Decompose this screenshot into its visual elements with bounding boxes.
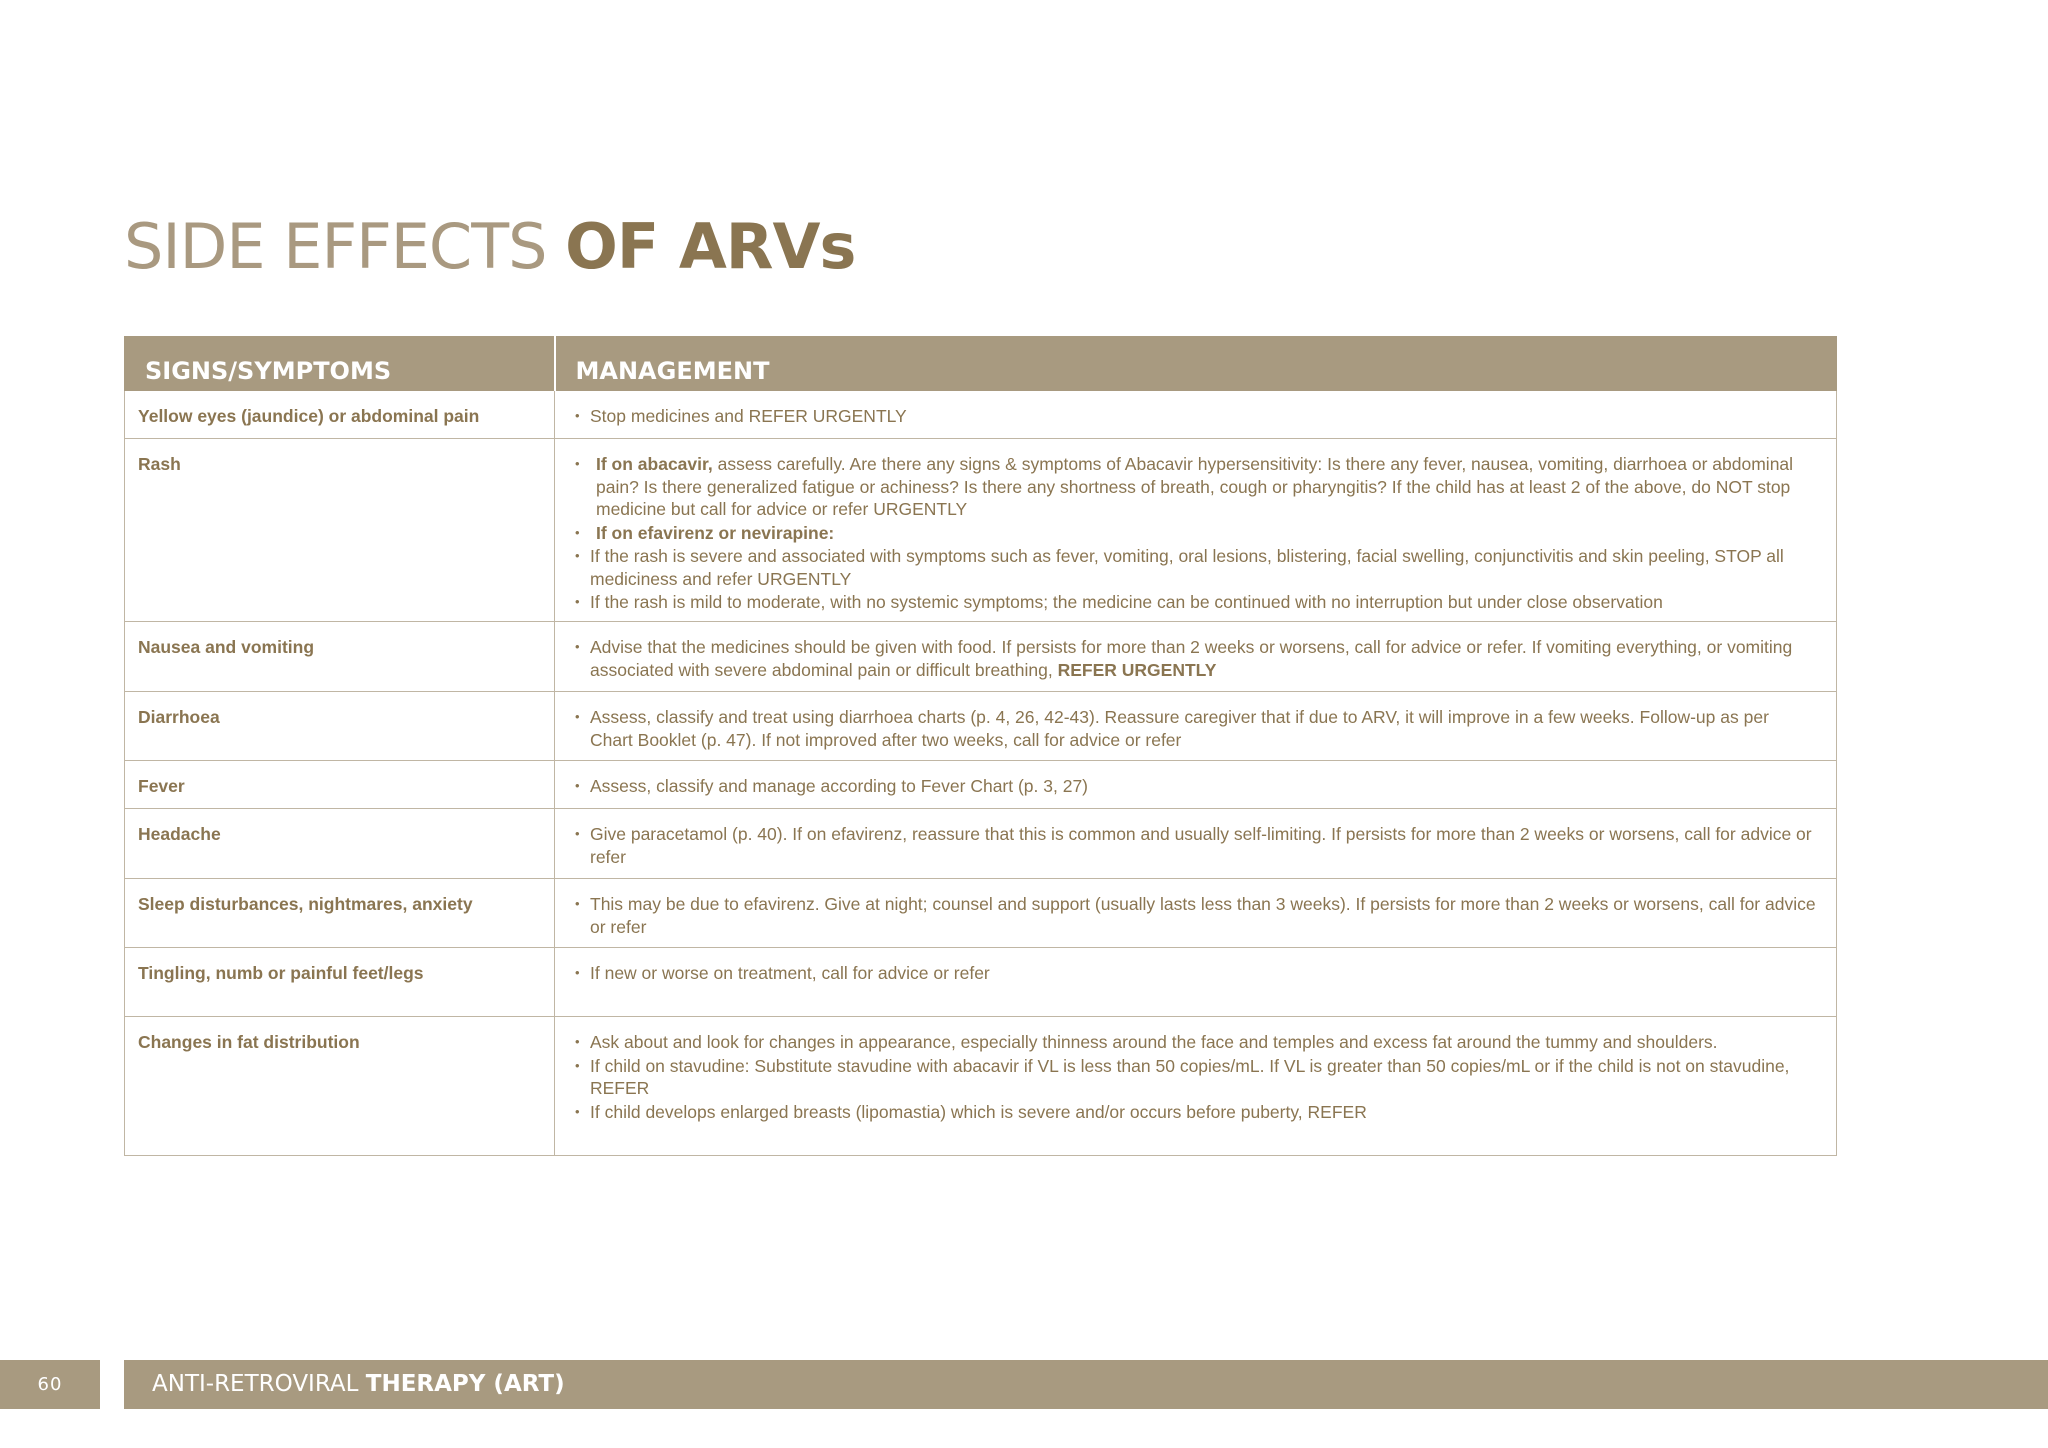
symptom-cell: Nausea and vomiting [125, 622, 555, 692]
management-list [575, 706, 1816, 751]
table-row [125, 1017, 1837, 1156]
management-cell [555, 391, 1837, 439]
column-header-signs-symptoms: SIGNS/SYMPTOMS [125, 337, 555, 391]
management-item: • Ask about and look for changes in appearance, especially thinness around the face and temples and excess fat around the tummy and shoulders. [575, 1031, 1816, 1054]
management-item: • If child on stavudine: Substitute stavudine with abacavir if VL is less than 50 copies/mL. If VL is greater than 50 copies/mL or if the child is not on stavudine, REFER [575, 1055, 1816, 1100]
footer-section-light: ANTI-RETROVIRAL [152, 1371, 366, 1397]
management-list [575, 1031, 1816, 1123]
table-row [125, 761, 1837, 809]
management-cell [555, 439, 1837, 622]
management-item: • Assess, classify and manage according to Fever Chart (p. 3, 27) [575, 775, 1816, 798]
symptom-cell: Yellow eyes (jaundice) or abdominal pain [125, 391, 555, 439]
management-item-text: assess carefully. Are there any signs & symptoms of Abacavir hypersensitivity: Is there any fever, nausea, vomiting, diarrhoea or abdominal pain? Is there generalized fatigue or achiness? Is there any shortness of breath, cough or pharyngitis? If the child has at least 2 of the above, do NOT stop medicine but call for advice or refer URGENTLY [596, 454, 1794, 519]
management-cell [555, 1017, 1837, 1156]
management-list [575, 405, 1816, 428]
symptom-cell: Headache [125, 809, 555, 879]
management-list [575, 962, 1816, 985]
management-item-emphasis: REFER URGENTLY [1057, 659, 1217, 680]
footer-section-title [124, 1360, 2048, 1409]
management-cell [555, 809, 1837, 879]
page-title-light: SIDE EFFECTS [124, 210, 566, 283]
management-list [575, 823, 1816, 868]
management-cell [555, 622, 1837, 692]
side-effects-table [124, 336, 1837, 1156]
management-item: • If new or worse on treatment, call for advice or refer [575, 962, 1816, 985]
page-number: 60 [0, 1360, 100, 1409]
footer-section-bold: THERAPY (ART) [365, 1371, 565, 1397]
table-header-row [125, 337, 1837, 391]
symptom-cell: Diarrhoea [125, 692, 555, 761]
management-list [575, 636, 1816, 681]
page-title-bold: OF ARVs [565, 210, 856, 283]
management-item [575, 522, 1816, 545]
table-row [125, 622, 1837, 692]
table-row [125, 948, 1837, 1017]
management-item-emphasis: If on efavirenz or nevirapine: [596, 522, 835, 543]
management-item [575, 636, 1816, 681]
column-header-management: MANAGEMENT [555, 337, 1837, 391]
table-row [125, 692, 1837, 761]
table-row [125, 391, 1837, 439]
management-list [575, 453, 1816, 614]
symptom-cell: Sleep disturbances, nightmares, anxiety [125, 879, 555, 948]
symptom-cell: Rash [125, 439, 555, 622]
table-row [125, 439, 1837, 622]
management-item: • Assess, classify and treat using diarrhoea charts (p. 4, 26, 42-43). Reassure caregiver that if due to ARV, it will improve in a few weeks. Follow-up as per Chart Booklet (p. 47). If not improved after two weeks, call for advice or refer [575, 706, 1816, 751]
management-cell [555, 761, 1837, 809]
management-list [575, 893, 1816, 938]
management-item: • Give paracetamol (p. 40). If on efavirenz, reassure that this is common and usually self-limiting. If persists for more than 2 weeks or worsens, call for advice or refer [575, 823, 1816, 868]
symptom-cell: Tingling, numb or painful feet/legs [125, 948, 555, 1017]
management-item: • Stop medicines and REFER URGENTLY [575, 405, 1816, 428]
management-item: • If the rash is mild to moderate, with no systemic symptoms; the medicine can be continued with no interruption but under close observation [575, 591, 1816, 614]
management-item-text: Advise that the medicines should be given with food. If persists for more than 2 weeks or worsens, call for advice or refer. If vomiting everything, or vomiting associated with severe abdominal pain or difficult breathing, [590, 637, 1793, 680]
management-item: • If child develops enlarged breasts (lipomastia) which is severe and/or occurs before puberty, REFER [575, 1101, 1816, 1124]
management-item [575, 453, 1816, 521]
management-item: • This may be due to efavirenz. Give at night; counsel and support (usually lasts less than 3 weeks). If persists for more than 2 weeks or worsens, call for advice or refer [575, 893, 1816, 938]
management-cell [555, 692, 1837, 761]
symptom-cell: Fever [125, 761, 555, 809]
management-item-emphasis: If on abacavir, [596, 454, 713, 474]
management-item: • If the rash is severe and associated with symptoms such as fever, vomiting, oral lesions, blistering, facial swelling, conjunctivitis and skin peeling, STOP all mediciness and refer URGENTLY [575, 545, 1816, 590]
table-row [125, 809, 1837, 879]
management-cell [555, 879, 1837, 948]
table-row [125, 879, 1837, 948]
page-title [124, 212, 855, 282]
management-cell [555, 948, 1837, 1017]
management-list [575, 775, 1816, 798]
symptom-cell: Changes in fat distribution [125, 1017, 555, 1156]
